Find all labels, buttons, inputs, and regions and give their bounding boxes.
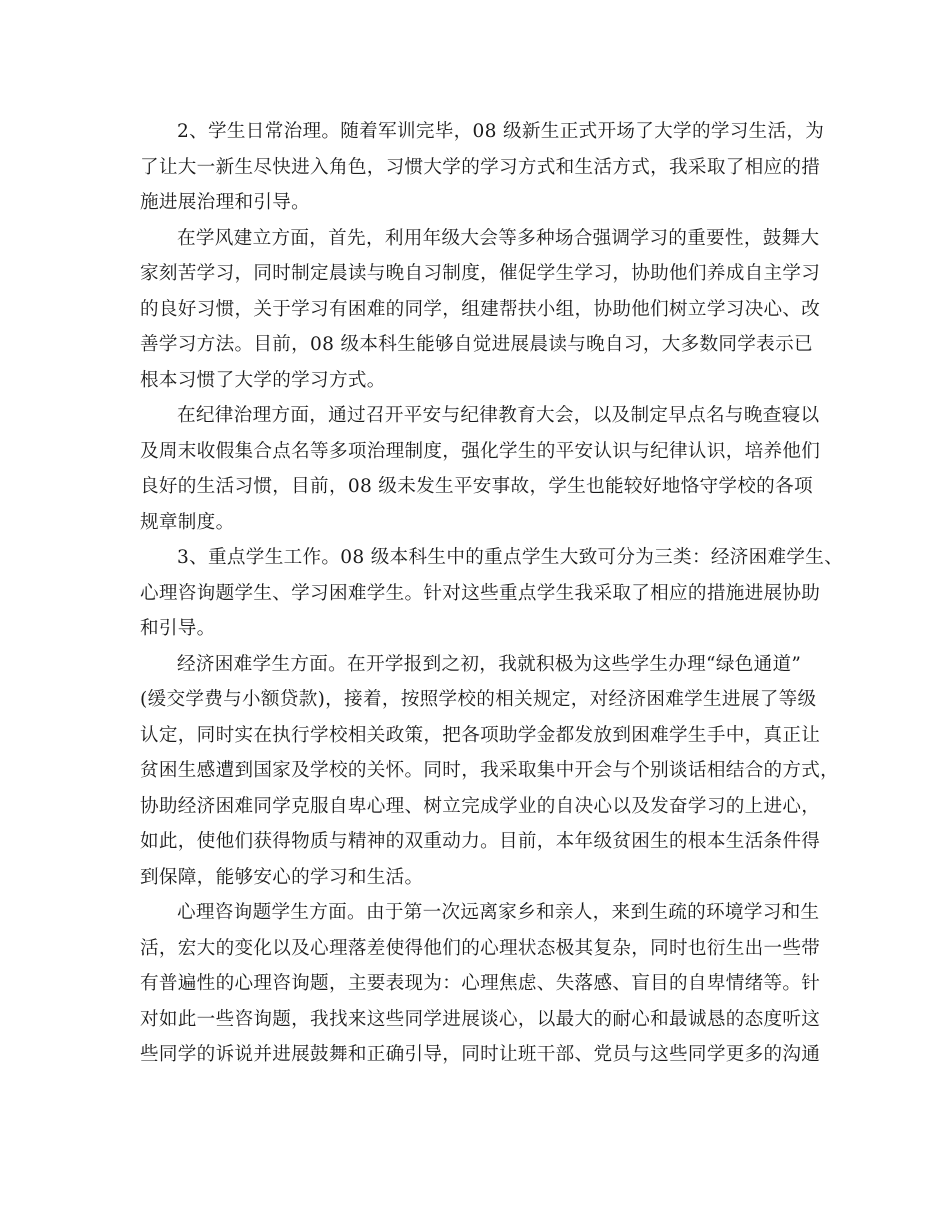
text-line: 到保障，能够安心的学习和生活。 [140,866,424,888]
text-line: 活，宏大的变化以及心理落差使得他们的心理状态极其复杂，同时也衍生出一些带 [140,937,821,959]
text-line: 3、重点学生工作。08 级本科生中的重点学生大致可分为三类：经济困难学生、 [177,547,844,568]
text-line: 在纪律治理方面，通过召开平安与纪律教育大会，以及制定早点名与晚查寝以 [177,405,820,426]
paragraph-psychological [140,895,821,1073]
text-line: 贫困生感遭到国家及学校的关怀。同时，我采取集中开会与个别谈话相结合的方式， [140,760,840,781]
text-line: 家刻苦学习，同时制定晨读与晚自习制度，催促学生学习，协助他们养成自主学习 [140,263,821,284]
text-line: 认定，同时实在执行学校相关政策，把各项助学金都发放到困难学生手中，真正让 [140,724,821,746]
text-line: 心理咨询题学生方面。由于第一次远离家乡和亲人，来到生疏的环境学习和生 [177,902,820,923]
text-line: 良好的生活习惯，目前，08 级未发生平安事故，学生也能较好地恪守学校的各项 [140,476,813,497]
text-line: 和引导。 [140,618,216,639]
text-line: 施进展治理和引导。 [140,192,311,213]
paragraph-discipline [140,398,821,540]
text-line: 善学习方法。目前，08 级本科生能够自觉进展晨读与晚自习，大多数同学表示已 [140,334,813,355]
text-line: 的良好习惯，关于学习有困难的同学，组建帮扶小组，协助他们树立学习决心、改 [140,298,821,320]
text-line: 及周末收假集合点名等多项治理制度，强化学生的平安认识与纪律认识，培养他们 [140,440,821,462]
text-line: 有普遍性的心理咨询题，主要表现为：心理焦虑、失落感、盲目的自卑情绪等。针 [140,973,821,994]
text-line: 根本习惯了大学的学习方式。 [140,369,386,391]
text-line: (缓交学费与小额贷款)，接着，按照学校的相关规定，对经济困难学生进展了等级 [140,689,817,710]
text-line: 经济困难学生方面。在开学报到之初，我就积极为这些学生办理“绿色通道” [177,653,802,675]
text-line: 2、学生日常治理。随着军训完毕，08 级新生正式开场了大学的学习生活，为 [177,121,825,142]
text-line: 心理咨询题学生、学习困难学生。针对这些重点学生我采取了相应的措施进展协助 [140,582,821,604]
text-line: 些同学的诉说并进展鼓舞和正确引导，同时让班干部、党员与这些同学更多的沟通 [140,1044,821,1065]
text-line: 协助经济困难同学克服自卑心理、树立完成学业的自决心以及发奋学习的上进心， [140,795,821,817]
document-body [140,114,844,1073]
text-line: 在学风建立方面，首先，利用年级大会等多种场合强调学习的重要性，鼓舞大 [177,227,820,249]
paragraph-key-students [140,540,844,647]
text-line: 对如此一些咨询题，我找来这些同学进展谈心，以最大的耐心和最诚恳的态度听这 [140,1008,821,1030]
paragraph-financial-difficulty [140,647,840,896]
text-line: 如此，使他们获得物质与精神的双重动力。目前，本年级贫困生的根本生活条件得 [140,831,821,852]
text-line: 规章制度。 [140,511,235,533]
paragraph-study-style [140,221,821,399]
paragraph-student-management [140,114,825,221]
text-line: 了让大一新生尽快进入角色，习惯大学的学习方式和生活方式，我采取了相应的措 [140,156,821,178]
